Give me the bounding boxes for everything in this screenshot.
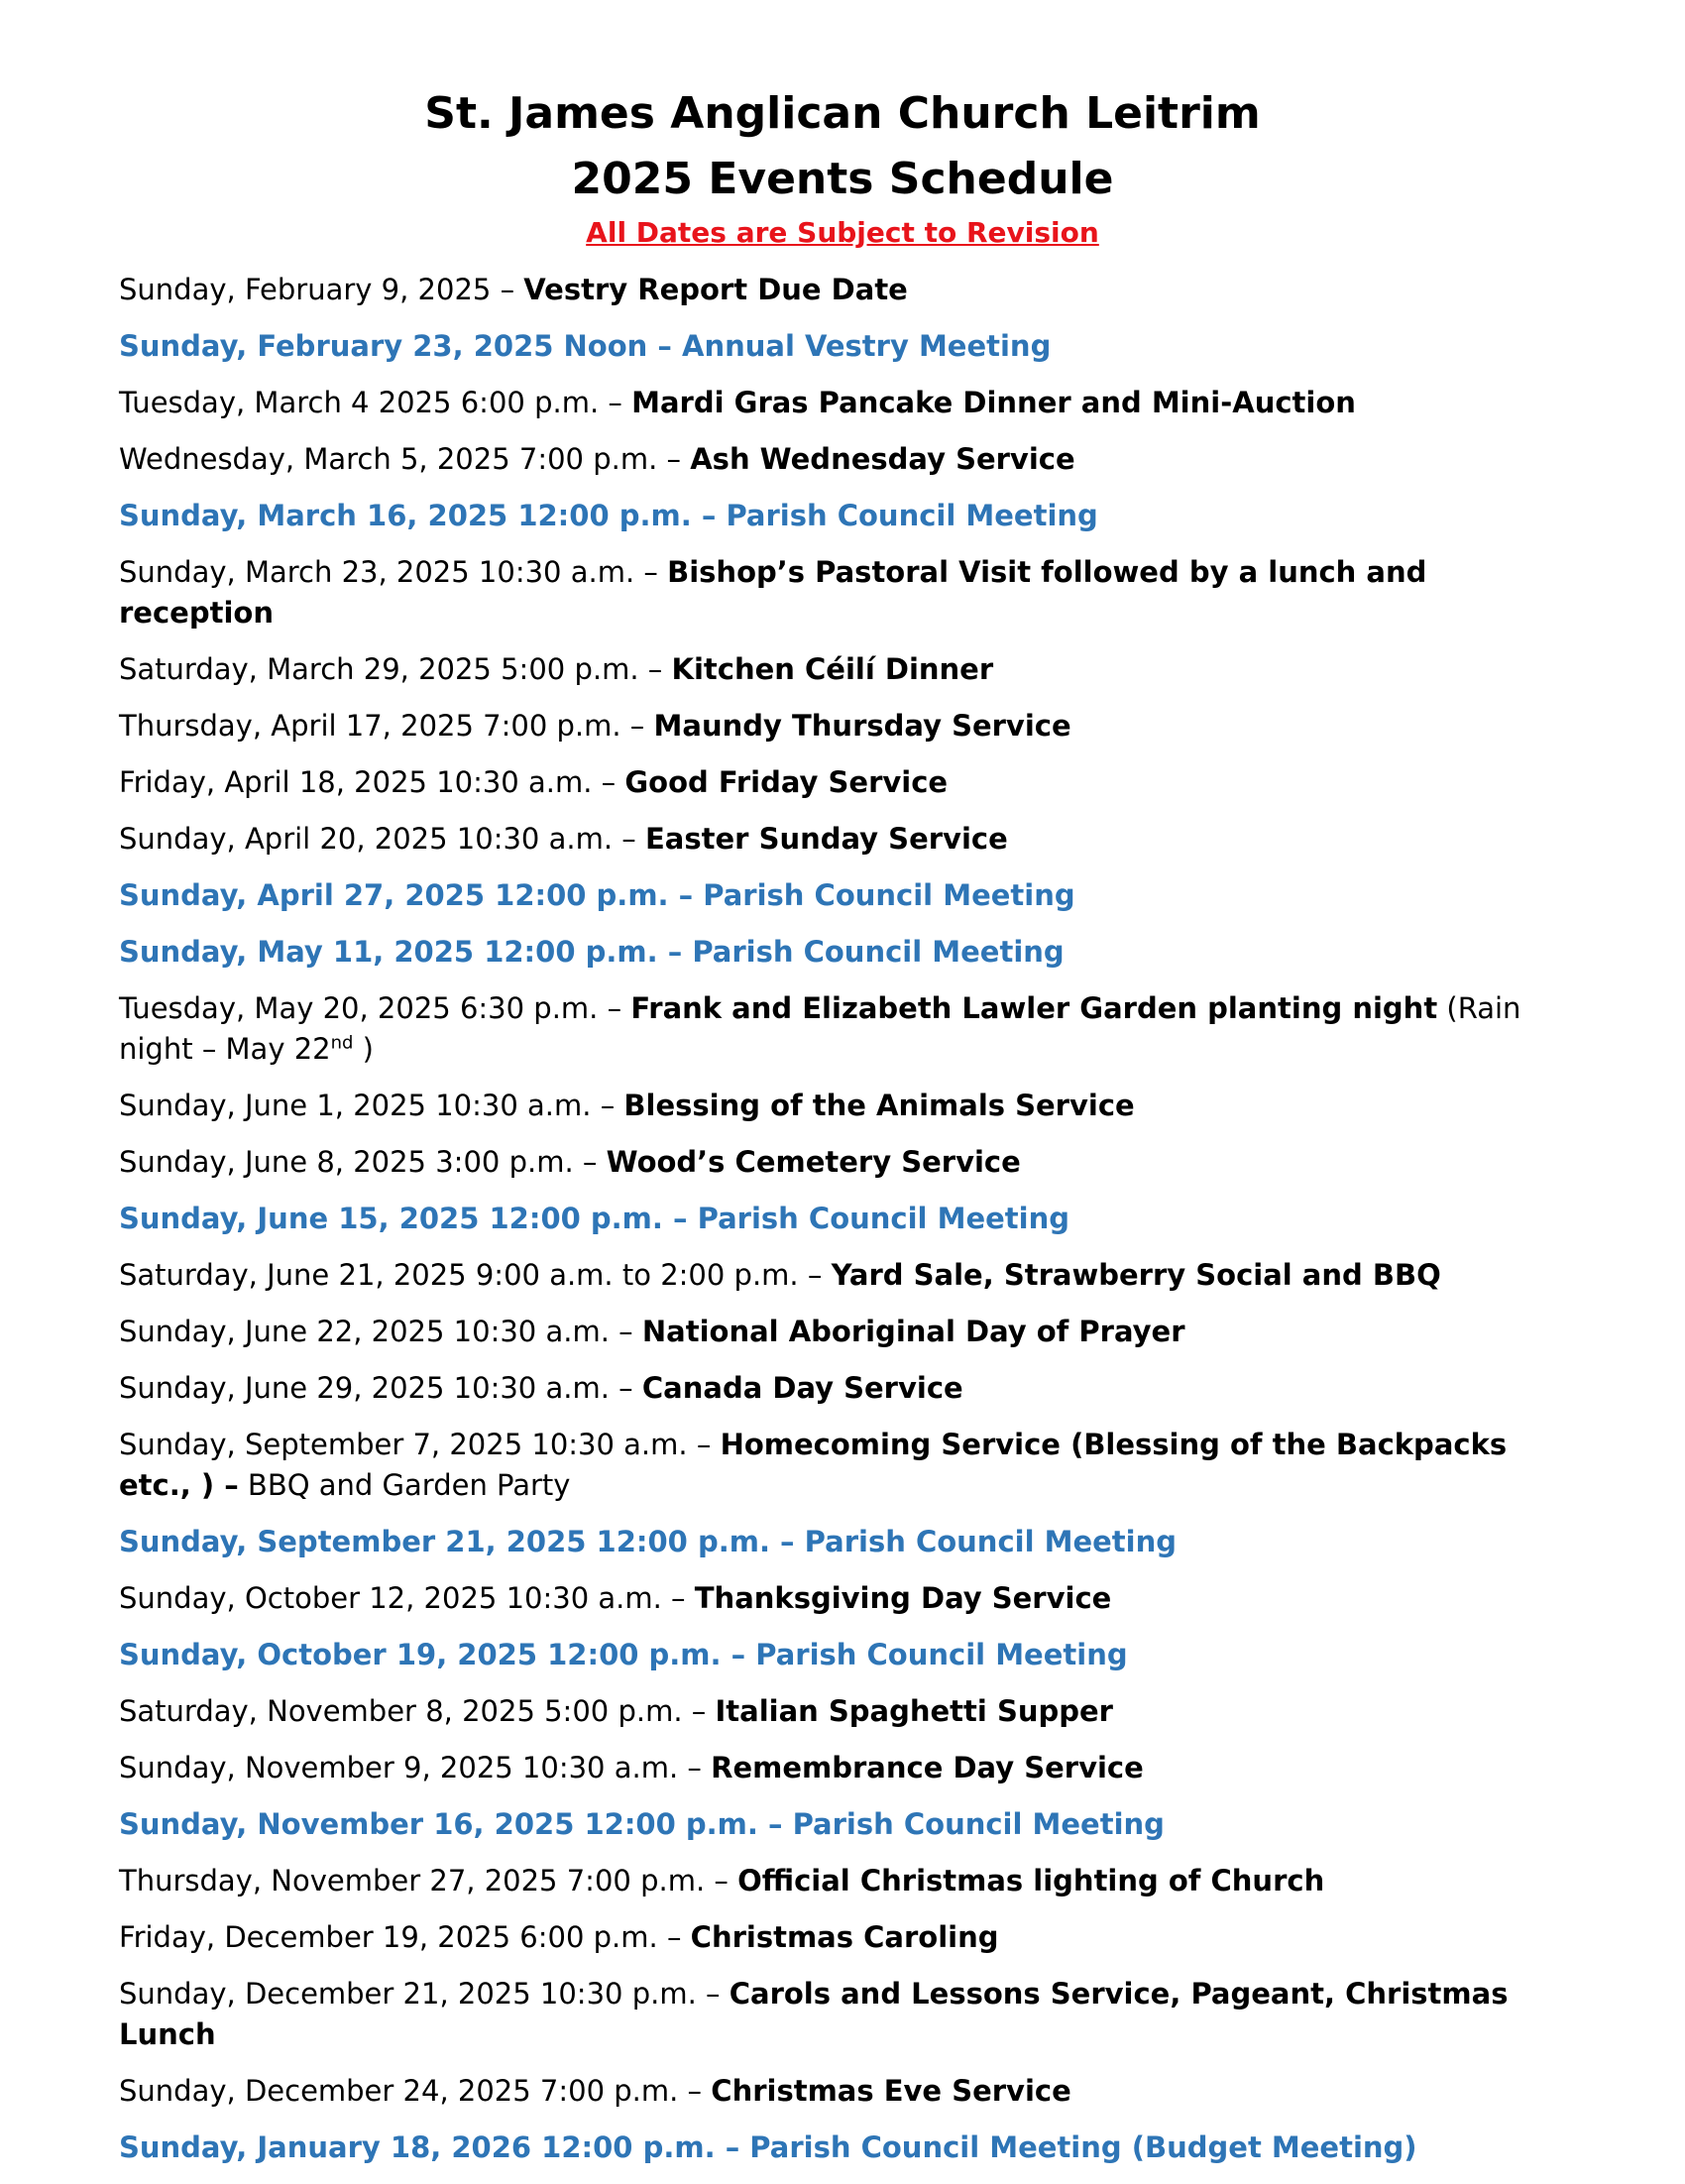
event-title: Parish Council Meeting bbox=[792, 1807, 1165, 1841]
event-date: Sunday, March 23, 2025 10:30 a.m. – bbox=[119, 555, 668, 589]
event-title: Good Friday Service bbox=[624, 765, 949, 799]
event-date: Thursday, November 27, 2025 7:00 p.m. – bbox=[119, 1864, 738, 1897]
event-item bbox=[119, 819, 1566, 860]
event-title: Parish Council Meeting bbox=[804, 1525, 1178, 1558]
event-date: Tuesday, May 20, 2025 6:30 p.m. – bbox=[119, 991, 631, 1025]
event-title: Thanksgiving Day Service bbox=[694, 1581, 1112, 1615]
event-item bbox=[119, 1312, 1566, 1352]
event-item bbox=[119, 1368, 1566, 1409]
event-date: Wednesday, March 5, 2025 7:00 p.m. – bbox=[119, 442, 691, 476]
event-date: Sunday, June 29, 2025 10:30 a.m. – bbox=[119, 1371, 642, 1405]
event-item bbox=[119, 1917, 1566, 1958]
event-item bbox=[119, 1199, 1566, 1239]
revision-notice-text: All Dates are Subject to Revision bbox=[586, 216, 1099, 249]
event-item bbox=[119, 706, 1566, 747]
event-item bbox=[119, 2127, 1566, 2168]
event-item bbox=[119, 875, 1566, 916]
event-note-end: ) bbox=[353, 1032, 374, 1066]
event-title: Parish Council Meeting bbox=[703, 878, 1075, 912]
event-title: Ash Wednesday Service bbox=[690, 442, 1075, 476]
event-date: Sunday, November 16, 2025 12:00 p.m. – bbox=[119, 1807, 793, 1841]
event-date: Sunday, September 7, 2025 10:30 a.m. – bbox=[119, 1428, 721, 1461]
event-item bbox=[119, 1578, 1566, 1619]
event-item bbox=[119, 649, 1566, 690]
event-title: Carols and Lessons Service, Pageant, Christmas Lunch bbox=[119, 1977, 1509, 2051]
page-subtitle: 2025 Events Schedule bbox=[571, 154, 1114, 204]
event-item bbox=[119, 1804, 1566, 1845]
event-item bbox=[119, 1425, 1566, 1506]
page-title: St. James Anglican Church Leitrim bbox=[424, 88, 1261, 139]
event-item bbox=[119, 1974, 1566, 2055]
event-date: Tuesday, March 4 2025 6:00 p.m. – bbox=[119, 386, 632, 419]
event-title: Official Christmas lighting of Church bbox=[737, 1864, 1325, 1897]
event-title: Christmas Caroling bbox=[690, 1920, 999, 1954]
event-note: (Rain night – May 22 bbox=[119, 991, 1521, 1066]
event-date: Sunday, October 12, 2025 10:30 a.m. – bbox=[119, 1581, 695, 1615]
event-item bbox=[119, 1861, 1566, 1901]
event-item bbox=[119, 496, 1566, 536]
event-date: Sunday, February 9, 2025 – bbox=[119, 273, 524, 306]
event-title: Bishop’s Pastoral Visit followed by a lunch and reception bbox=[119, 555, 1427, 630]
event-note: BBQ and Garden Party bbox=[238, 1468, 571, 1502]
event-title: Kitchen Céilí Dinner bbox=[671, 652, 994, 686]
event-item bbox=[119, 988, 1566, 1070]
events-list bbox=[119, 270, 1566, 2184]
event-item bbox=[119, 552, 1566, 633]
event-date: Saturday, June 21, 2025 9:00 a.m. to 2:00 p.m. – bbox=[119, 1258, 832, 1292]
event-date: Sunday, November 9, 2025 10:30 a.m. – bbox=[119, 1751, 712, 1784]
event-item bbox=[119, 1086, 1566, 1126]
event-title: Frank and Elizabeth Lawler Garden planting night bbox=[630, 991, 1438, 1025]
event-title: Homecoming Service (Blessing of the Backpacks etc., ) – bbox=[119, 1428, 1508, 1502]
event-item bbox=[119, 762, 1566, 803]
event-date: Sunday, September 21, 2025 12:00 p.m. – bbox=[119, 1525, 805, 1558]
event-item bbox=[119, 1142, 1566, 1183]
event-title: Parish Council Meeting bbox=[692, 935, 1065, 969]
event-title: Maundy Thursday Service bbox=[653, 709, 1071, 743]
event-date: Sunday, February 23, 2025 Noon – bbox=[119, 329, 682, 363]
event-date: Thursday, April 17, 2025 7:00 p.m. – bbox=[119, 709, 654, 743]
revision-notice bbox=[0, 216, 1685, 249]
event-item bbox=[119, 383, 1566, 423]
event-date: Sunday, June 22, 2025 10:30 a.m. – bbox=[119, 1315, 642, 1348]
event-title: Easter Sunday Service bbox=[645, 822, 1008, 856]
event-title: Wood’s Cemetery Service bbox=[606, 1145, 1021, 1179]
event-title: Vestry Report Due Date bbox=[523, 273, 908, 306]
event-title: Blessing of the Animals Service bbox=[623, 1089, 1135, 1122]
event-title: Remembrance Day Service bbox=[711, 1751, 1144, 1784]
event-item bbox=[119, 1748, 1566, 1788]
event-date: Sunday, October 19, 2025 12:00 p.m. – bbox=[119, 1638, 756, 1671]
event-date: Sunday, April 27, 2025 12:00 p.m. – bbox=[119, 878, 704, 912]
event-title: Yard Sale, Strawberry Social and BBQ bbox=[831, 1258, 1441, 1292]
event-date: Friday, April 18, 2025 10:30 a.m. – bbox=[119, 765, 625, 799]
event-item bbox=[119, 1691, 1566, 1732]
event-note-superscript: nd bbox=[330, 1032, 354, 1054]
event-title: Annual Vestry Meeting bbox=[682, 329, 1052, 363]
event-item bbox=[119, 1635, 1566, 1675]
event-title: Parish Council Meeting bbox=[755, 1638, 1128, 1671]
event-item bbox=[119, 1522, 1566, 1562]
event-title: Christmas Eve Service bbox=[711, 2074, 1071, 2108]
event-date: Sunday, January 18, 2026 12:00 p.m. – bbox=[119, 2130, 750, 2164]
event-date: Sunday, June 1, 2025 10:30 a.m. – bbox=[119, 1089, 624, 1122]
event-date: Sunday, June 8, 2025 3:00 p.m. – bbox=[119, 1145, 607, 1179]
event-date: Sunday, December 21, 2025 10:30 p.m. – bbox=[119, 1977, 730, 2011]
event-item bbox=[119, 932, 1566, 973]
event-title: Canada Day Service bbox=[641, 1371, 963, 1405]
event-item bbox=[119, 2071, 1566, 2112]
event-date: Sunday, June 15, 2025 12:00 p.m. – bbox=[119, 1202, 698, 1235]
event-date: Sunday, December 24, 2025 7:00 p.m. – bbox=[119, 2074, 712, 2108]
event-title: Parish Council Meeting bbox=[726, 499, 1098, 532]
event-date: Sunday, May 11, 2025 12:00 p.m. – bbox=[119, 935, 693, 969]
event-date: Sunday, April 20, 2025 10:30 a.m. – bbox=[119, 822, 645, 856]
event-date: Sunday, March 16, 2025 12:00 p.m. – bbox=[119, 499, 727, 532]
event-item bbox=[119, 439, 1566, 480]
event-title: Parish Council Meeting (Budget Meeting) bbox=[749, 2130, 1417, 2164]
event-title: Italian Spaghetti Supper bbox=[715, 1694, 1113, 1728]
event-item bbox=[119, 1255, 1566, 1296]
event-title: National Aboriginal Day of Prayer bbox=[641, 1315, 1185, 1348]
event-title: Mardi Gras Pancake Dinner and Mini-Auction bbox=[631, 386, 1356, 419]
event-title: Parish Council Meeting bbox=[697, 1202, 1069, 1235]
event-item bbox=[119, 326, 1566, 367]
event-date: Saturday, March 29, 2025 5:00 p.m. – bbox=[119, 652, 672, 686]
event-date: Saturday, November 8, 2025 5:00 p.m. – bbox=[119, 1694, 716, 1728]
event-date: Friday, December 19, 2025 6:00 p.m. – bbox=[119, 1920, 691, 1954]
event-item bbox=[119, 270, 1566, 310]
